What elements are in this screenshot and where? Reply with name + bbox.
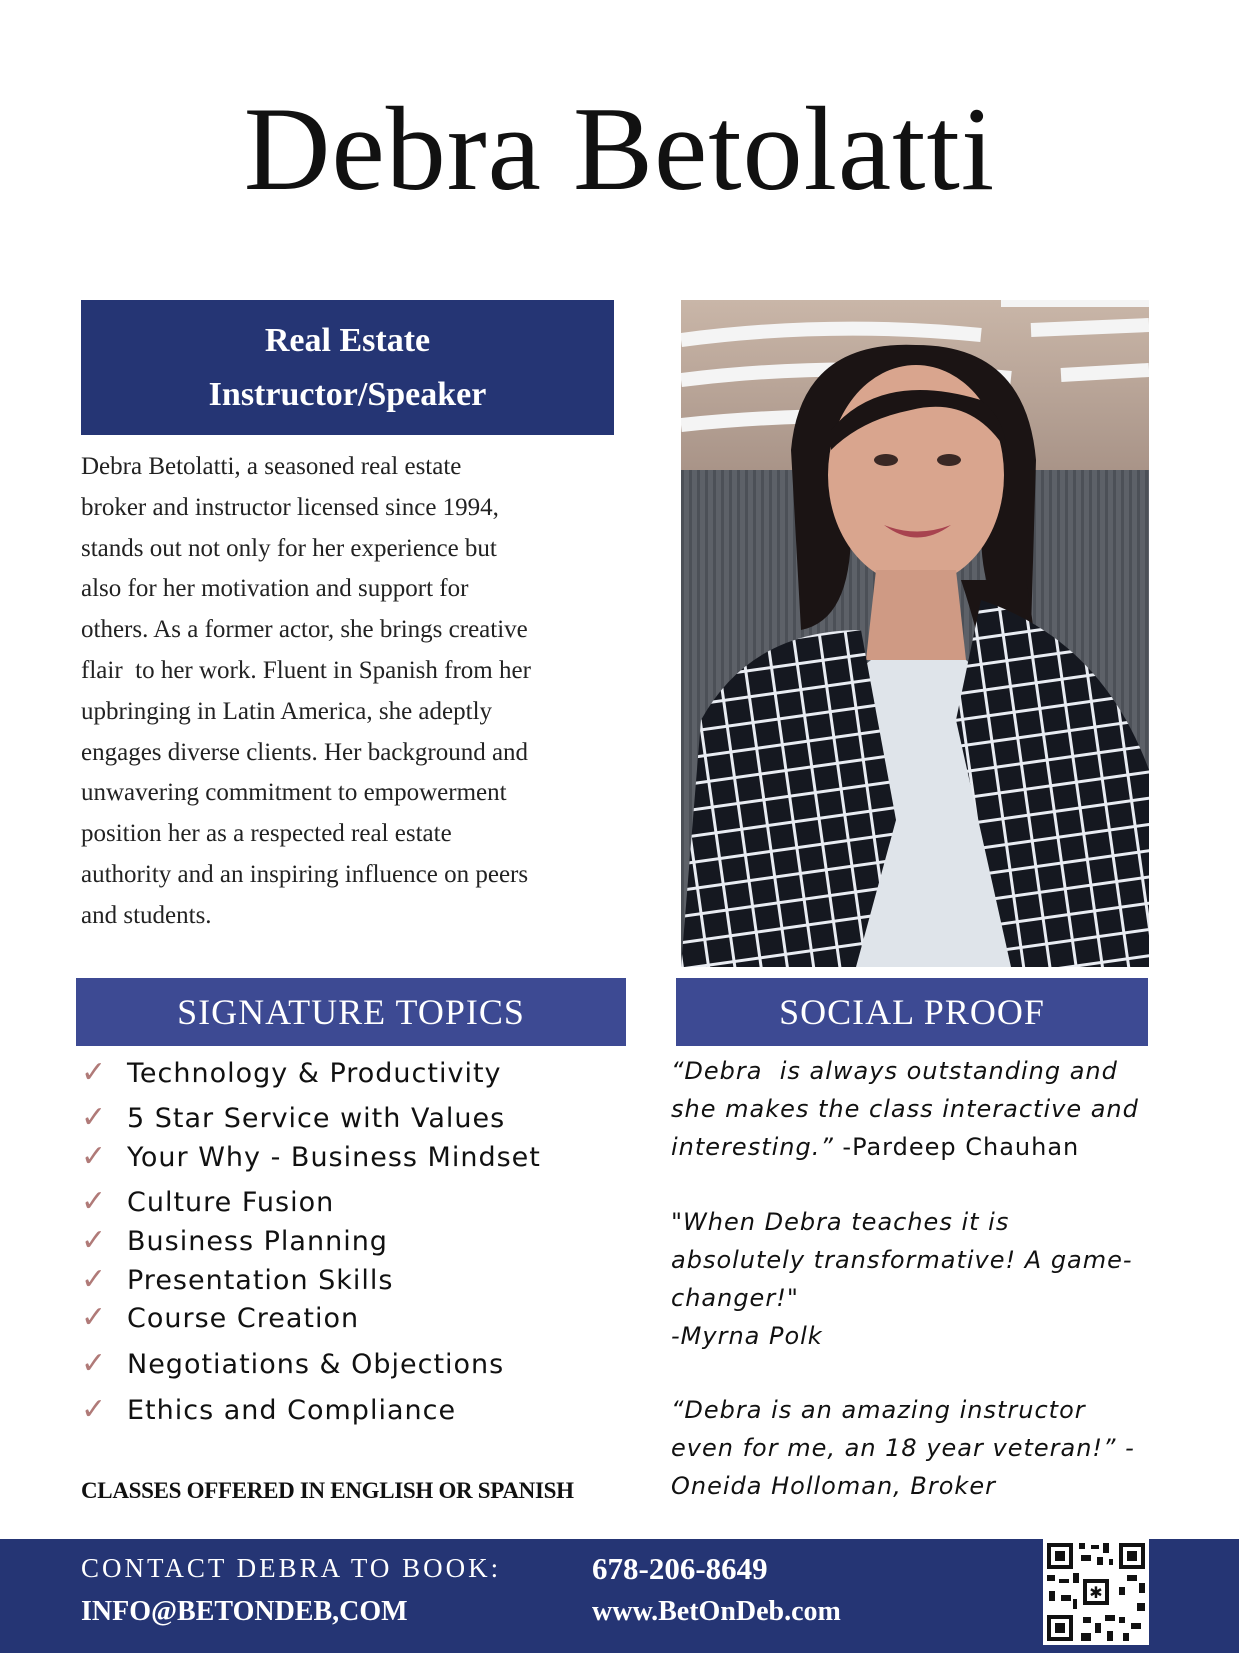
check-icon: ✓ [81,1392,108,1427]
bio-line: flair to her work. Fluent in Spanish from her [81,656,531,684]
testimonial [671,1203,1211,1355]
list-item: ✓ Business Planning [81,1223,388,1258]
bio-line: Debra Betolatti, a seasoned real estate [81,453,462,480]
testimonial-line: “Debra is always outstanding and [671,1057,1118,1085]
testimonial [671,1052,1211,1166]
list-item: ✓ Course Creation [81,1300,360,1335]
check-icon: ✓ [81,1184,108,1219]
bio-line: upbringing in Latin America, she adeptly [81,697,493,725]
social-proof-header: SOCIAL PROOF [676,978,1148,1046]
classes-language-note: CLASSES OFFERED IN ENGLISH OR SPANISH [81,1478,574,1503]
testimonial-line: “Debra is an amazing instructor [671,1396,1086,1424]
contact-label: CONTACT DEBRA TO BOOK: [81,1553,502,1583]
bio-line: stands out not only for her experience but [81,534,497,562]
contact-footer [0,1539,1239,1653]
check-icon: ✓ [81,1100,108,1135]
list-item: ✓ Ethics and Compliance [81,1392,457,1427]
bio-line: engages diverse clients. Her background and [81,738,529,766]
check-icon: ✓ [81,1346,108,1381]
testimonial-line: -Myrna Polk [671,1322,823,1350]
testimonial-line: interesting.” -Pardeep Chauhan [671,1133,1080,1161]
qr-code[interactable] [1043,1539,1149,1645]
check-icon: ✓ [81,1262,108,1297]
bio-line: also for her motivation and support for [81,575,469,603]
contact-website[interactable]: www.BetOnDeb.com [592,1596,841,1627]
bio-line: broker and instructor licensed since 1994, [81,493,499,521]
list-item: ✓ 5 Star Service with Values [81,1100,506,1135]
role-line-1: Real Estate [264,321,431,359]
bio-line: others. As a former actor, she brings creative [81,616,528,644]
list-item: ✓ Technology & Productivity [81,1055,502,1090]
testimonial-author: -Pardeep Chauhan [833,1133,1080,1161]
list-item: ✓ Your Why - Business Mindset [81,1139,541,1174]
portrait-photo [681,300,1149,967]
role-banner [81,300,614,435]
role-line-2: Instructor/Speaker [208,375,487,413]
list-item: ✓ Culture Fusion [81,1184,335,1219]
check-icon: ✓ [81,1300,108,1335]
contact-phone[interactable]: 678-206-8649 [592,1551,768,1586]
list-item: ✓ Presentation Skills [81,1262,394,1297]
bio-line: position her as a respected real estate [81,820,452,848]
check-icon: ✓ [81,1223,108,1258]
testimonial [671,1391,1211,1505]
bio-paragraph [81,447,621,937]
bio-line: and students. [81,901,212,929]
testimonial-line: "When Debra teaches it is [671,1208,1010,1236]
bio-line: unwavering commitment to empowerment [81,779,507,807]
check-icon: ✓ [81,1055,108,1090]
signature-topics-header: SIGNATURE TOPICS [76,978,626,1046]
testimonial-line: Oneida Holloman, Broker [671,1472,996,1500]
contact-email[interactable]: INFO@BETONDEB,COM [81,1596,408,1627]
testimonial-line: even for me, an 18 year veteran!” - [671,1434,1135,1462]
svg-text:✱: ✱ [1089,1583,1103,1602]
bio-line: authority and an inspiring influence on peers [81,860,529,888]
page-title: Debra Betolatti [243,82,996,215]
testimonial-line: absolutely transformative! A game- [671,1246,1133,1274]
testimonial-line: changer!" [671,1284,799,1312]
list-item: ✓ Negotiations & Objections [81,1346,505,1381]
testimonial-line: she makes the class interactive and [671,1095,1139,1123]
check-icon: ✓ [81,1139,108,1174]
